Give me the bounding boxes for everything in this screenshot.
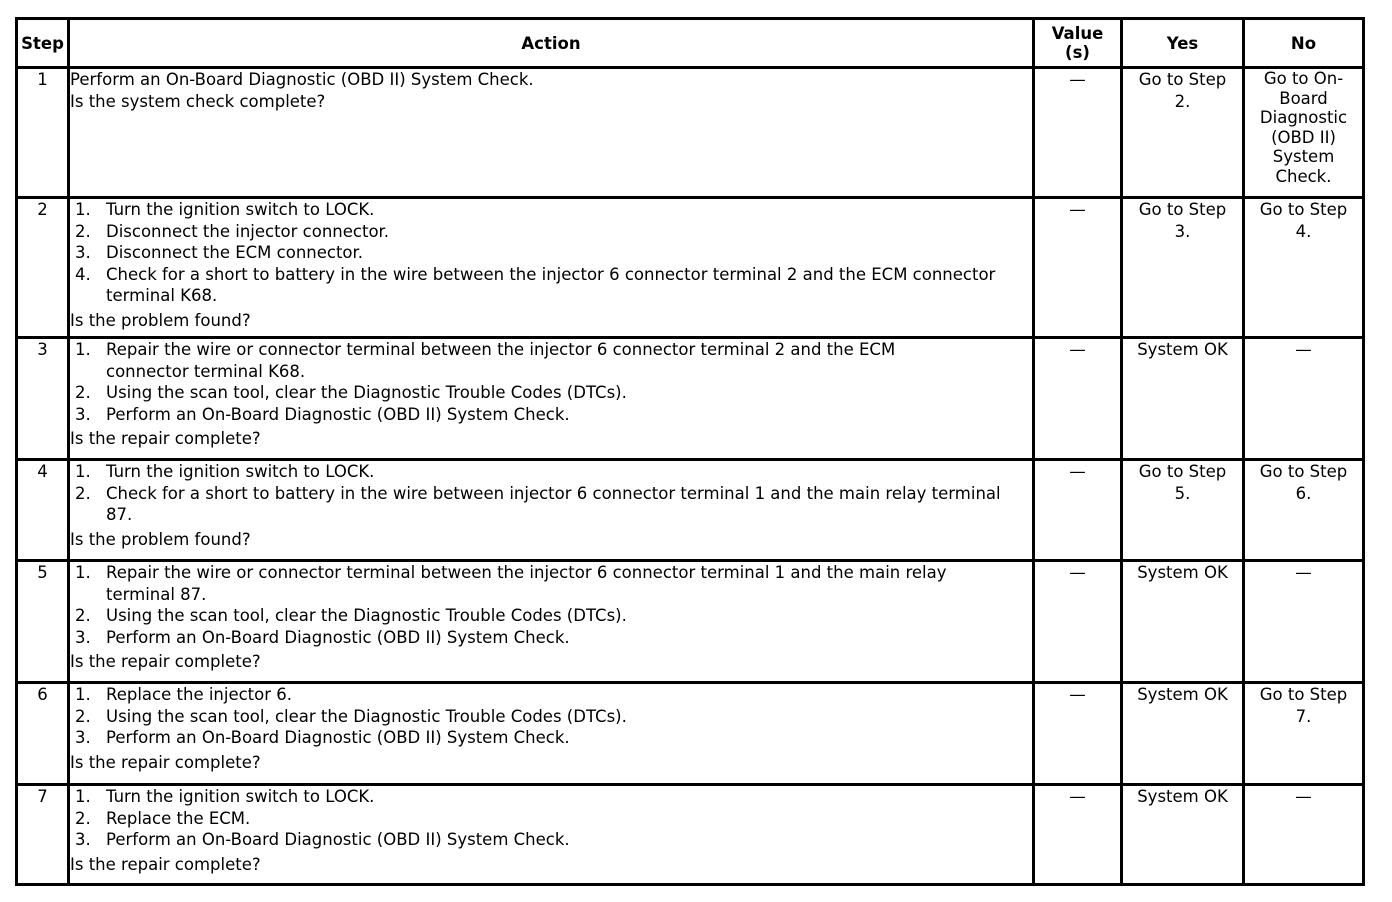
step-number: 6 [17, 683, 69, 785]
action-item [70, 461, 1032, 483]
action-cell [69, 561, 1034, 683]
action-item [70, 727, 1032, 749]
yes-cell [1122, 683, 1244, 785]
action-item-number: 2. [75, 606, 91, 625]
table-row [17, 785, 1364, 885]
action-item-text: Check for a short to battery in the wire between injector 6 connector terminal 1 and the main relay terminal 87. [106, 483, 1001, 524]
action-cell [69, 683, 1034, 785]
header-value [1034, 19, 1122, 68]
action-item-number: 1. [75, 340, 91, 359]
value-cell: — [1034, 460, 1122, 561]
no-cell [1244, 68, 1364, 198]
action-item-number: 1. [75, 685, 91, 704]
action-item [70, 242, 1032, 264]
yes-status: System OK [1137, 340, 1228, 359]
no-cell [1244, 460, 1364, 561]
action-item-text: Perform an On-Board Diagnostic (OBD II) System Check. [106, 728, 570, 747]
action-item [70, 786, 1032, 808]
action-item [70, 264, 1032, 307]
table-row [17, 68, 1364, 198]
action-item-number: 3. [75, 830, 91, 849]
action-question: Is the repair complete? [70, 652, 261, 671]
yes-status: System OK [1137, 563, 1228, 582]
header-yes: Yes [1122, 19, 1244, 68]
action-list [70, 562, 1032, 648]
value-cell: — [1034, 68, 1122, 198]
action-item-number: 2. [75, 706, 91, 726]
step-number: 5 [17, 561, 69, 683]
step-number: 3 [17, 338, 69, 460]
yes-cell [1122, 785, 1244, 885]
value-cell: — [1034, 198, 1122, 338]
action-question: Is the repair complete? [70, 854, 261, 874]
action-item-number: 2. [75, 221, 91, 241]
action-cell [69, 460, 1034, 561]
value-cell: — [1034, 785, 1122, 885]
action-item [70, 339, 1032, 382]
action-item [70, 199, 1032, 221]
action-question: Is the repair complete? [70, 752, 261, 772]
action-item-text: Check for a short to battery in the wire between the injector 6 connector terminal 2 and the ECM connector terminal K68. [106, 264, 996, 305]
action-item-text: Perform an On-Board Diagnostic (OBD II) System Check. [106, 627, 570, 647]
action-item-number: 1. [75, 563, 91, 582]
action-item [70, 382, 1032, 404]
step-number: 7 [17, 785, 69, 885]
action-item-number: 3. [75, 404, 91, 424]
action-item-text: Disconnect the ECM connector. [106, 243, 364, 262]
value-cell: — [1034, 338, 1122, 460]
table-row [17, 683, 1364, 785]
header-value-label: Value (s) [1051, 24, 1104, 62]
action-item-number: 2. [75, 383, 91, 402]
value-cell: — [1034, 561, 1122, 683]
action-item-number: 2. [75, 808, 91, 828]
table-row [17, 338, 1364, 460]
action-item [70, 605, 1032, 627]
action-item-text: Repair the wire or connector terminal between the injector 6 connector terminal 1 and the main relay terminal 87. [106, 563, 947, 604]
action-question: Is the problem found? [70, 310, 251, 330]
value-cell: — [1034, 683, 1122, 785]
no-link[interactable]: Go to Step 7. [1259, 685, 1348, 726]
action-list [70, 339, 1032, 425]
action-item [70, 706, 1032, 728]
step-number: 1 [17, 68, 69, 198]
action-question: Is the problem found? [70, 529, 251, 549]
action-item [70, 684, 1032, 706]
step-number: 2 [17, 198, 69, 338]
yes-link[interactable]: Go to Step 3. [1138, 200, 1227, 241]
action-item-number: 4. [75, 264, 91, 284]
yes-link[interactable]: Go to Step 2. [1138, 70, 1227, 111]
action-cell [69, 68, 1034, 198]
action-item-number: 3. [75, 728, 91, 747]
action-item-number: 3. [75, 627, 91, 647]
action-item-text: Using the scan tool, clear the Diagnostic Trouble Codes (DTCs). [106, 606, 627, 625]
action-item-number: 3. [75, 243, 91, 262]
action-item-text: Using the scan tool, clear the Diagnostic Trouble Codes (DTCs). [106, 706, 627, 726]
yes-status: System OK [1137, 787, 1228, 806]
action-item-text: Turn the ignition switch to LOCK. [106, 462, 375, 481]
no-link[interactable]: Go to On-Board Diagnostic (OBD II) System Check. [1259, 69, 1348, 186]
action-item-number: 1. [75, 462, 91, 481]
action-list [70, 461, 1032, 526]
action-item-text: Perform an On-Board Diagnostic (OBD II) System Check. [106, 830, 570, 849]
action-item-text: Repair the wire or connector terminal between the injector 6 connector terminal 2 and the ECM connector terminal K68. [106, 340, 896, 381]
header-no: No [1244, 19, 1364, 68]
table-row [17, 460, 1364, 561]
action-item-text: Perform an On-Board Diagnostic (OBD II) System Check. [106, 404, 570, 424]
action-item-text: Turn the ignition switch to LOCK. [106, 200, 375, 219]
action-item-text: Replace the injector 6. [106, 685, 293, 704]
action-item [70, 404, 1032, 426]
action-item-number: 1. [75, 200, 91, 219]
no-cell: — [1244, 338, 1364, 460]
action-intro: Perform an On-Board Diagnostic (OBD II) System Check. [70, 70, 534, 89]
action-item-number: 1. [75, 787, 91, 806]
yes-cell [1122, 198, 1244, 338]
action-item-text: Disconnect the injector connector. [106, 221, 390, 241]
no-cell [1244, 683, 1364, 785]
header-row [17, 19, 1364, 68]
no-link[interactable]: Go to Step 6. [1259, 462, 1348, 503]
action-item [70, 829, 1032, 851]
table-row [17, 198, 1364, 338]
header-step: Step [17, 19, 69, 68]
action-list [70, 199, 1032, 307]
yes-link[interactable]: Go to Step 5. [1138, 462, 1227, 503]
table-row [17, 561, 1364, 683]
action-item-text: Using the scan tool, clear the Diagnostic Trouble Codes (DTCs). [106, 383, 627, 402]
action-cell [69, 198, 1034, 338]
yes-cell [1122, 561, 1244, 683]
action-item [70, 221, 1032, 243]
action-cell [69, 338, 1034, 460]
action-question: Is the system check complete? [70, 91, 326, 111]
action-item [70, 627, 1032, 649]
yes-cell [1122, 338, 1244, 460]
action-question: Is the repair complete? [70, 429, 261, 448]
action-item [70, 562, 1032, 605]
action-item-text: Turn the ignition switch to LOCK. [106, 787, 375, 806]
yes-cell [1122, 68, 1244, 198]
diagnostic-table [15, 17, 1365, 886]
no-cell [1244, 198, 1364, 338]
action-list [70, 786, 1032, 851]
yes-status: System OK [1137, 685, 1228, 704]
action-item-text: Replace the ECM. [106, 808, 251, 828]
no-cell: — [1244, 785, 1364, 885]
action-item [70, 483, 1032, 526]
action-cell [69, 785, 1034, 885]
action-list [70, 684, 1032, 749]
step-number: 4 [17, 460, 69, 561]
action-item-number: 2. [75, 483, 91, 503]
header-action: Action [69, 19, 1034, 68]
no-link[interactable]: Go to Step 4. [1259, 200, 1348, 241]
no-cell: — [1244, 561, 1364, 683]
yes-cell [1122, 460, 1244, 561]
action-item [70, 808, 1032, 830]
